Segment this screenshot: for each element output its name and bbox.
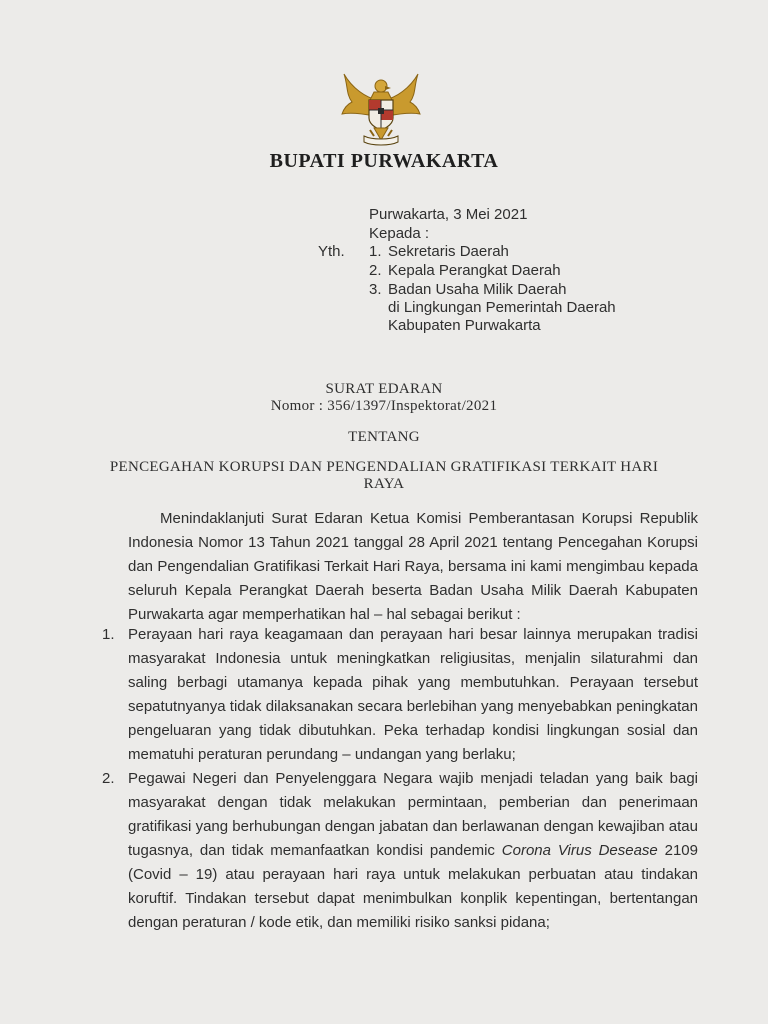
circular-about: TENTANG <box>348 429 420 445</box>
issuer-title: BUPATI PURWAKARTA <box>269 150 499 172</box>
intro-paragraph: Menindaklanjuti Surat Edaran Ketua Komisi Pemberantasan Korupsi Republik Indonesia Nomor 13 Tahun 2021 tanggal 28 April 2021 tentang Pencegahan Korupsi dan Pengendalian Gratifikasi Terkait Hari Raya, bersama ini kami mengimbau kepada seluruh Kepala Perangkat Daerah beserta Badan Usaha Milik Daerah Kabupaten Purwakarta agar memperhatikan hal – hal sebagai berikut : <box>128 510 698 623</box>
letter-body <box>128 507 698 627</box>
recipient-continuation: di Lingkungan Pemerintah Daerah <box>388 299 616 316</box>
recipient-continuation: Kabupaten Purwakarta <box>388 317 541 334</box>
list-item-italic-term: Corona Virus Desease <box>501 842 658 859</box>
circular-subject-line: RAYA <box>363 476 405 492</box>
circular-title: SURAT EDARAN <box>325 381 443 397</box>
to-label: Kepada : <box>369 225 430 242</box>
instruction-list <box>102 623 698 935</box>
recipient-name: Badan Usaha Milik Daerah <box>388 281 567 298</box>
garuda-pancasila-emblem-icon <box>338 70 424 148</box>
circular-subject-line: PENCEGAHAN KORUPSI DAN PENGENDALIAN GRATIFIKASI TERKAIT HARI <box>109 459 659 475</box>
recipient-number: 3. <box>369 281 382 298</box>
list-item-number: 2. <box>102 770 115 787</box>
list-item-text: Pegawai Negeri dan Penyelenggara Negara wajib menjadi teladan yang baik bagi masyarakat dengan tidak melakukan permintaan, pemberian dan penerimaan gratifikasi yang berhubungan dengan jabatan dan berlawanan dengan kewajiban atau tugasnya, dan tidak memanfaatkan kondisi pandemic <box>128 770 698 859</box>
list-item-text: Perayaan hari raya keagamaan dan perayaan hari besar lainnya merupakan tradisi masyarakat Indonesia untuk meningkatkan religiusitas, menjalin silaturahmi dan saling berbagi utamanya kepada pihak yang membutuhkan. Perayaan tersebut sepatutnyanya tidak dilaksanakan secara berlebihan yang menyebabkan peningkatan pengeluaran yang tidak dibutuhkan. Peka terhadap kondisi lingkungan sosial dan mematuhi peraturan perundang – undangan yang berlaku; <box>128 626 698 763</box>
list-item <box>102 767 698 935</box>
recipient-number: 1. <box>369 243 382 260</box>
yth-label: Yth. <box>318 243 345 260</box>
list-item-text: 2109 (Covid – 19) atau perayaan hari raya untuk melakukan perbuatan atau tindakan koruftif. Tindakan tersebut dapat menimbulkan konplik kepentingan, bertentangan dengan peraturan / kode etik, dan memiliki risiko sanksi pidana; <box>128 842 698 931</box>
recipient-name: Kepala Perangkat Daerah <box>388 262 561 279</box>
recipient-number: 2. <box>369 262 382 279</box>
list-item <box>102 623 698 767</box>
recipient-name: Sekretaris Daerah <box>388 243 509 260</box>
circular-number: Nomor : 356/1397/Inspektorat/2021 <box>270 398 498 414</box>
list-item-number: 1. <box>102 626 115 643</box>
place-date: Purwakarta, 3 Mei 2021 <box>369 206 528 223</box>
address-block <box>0 205 768 335</box>
